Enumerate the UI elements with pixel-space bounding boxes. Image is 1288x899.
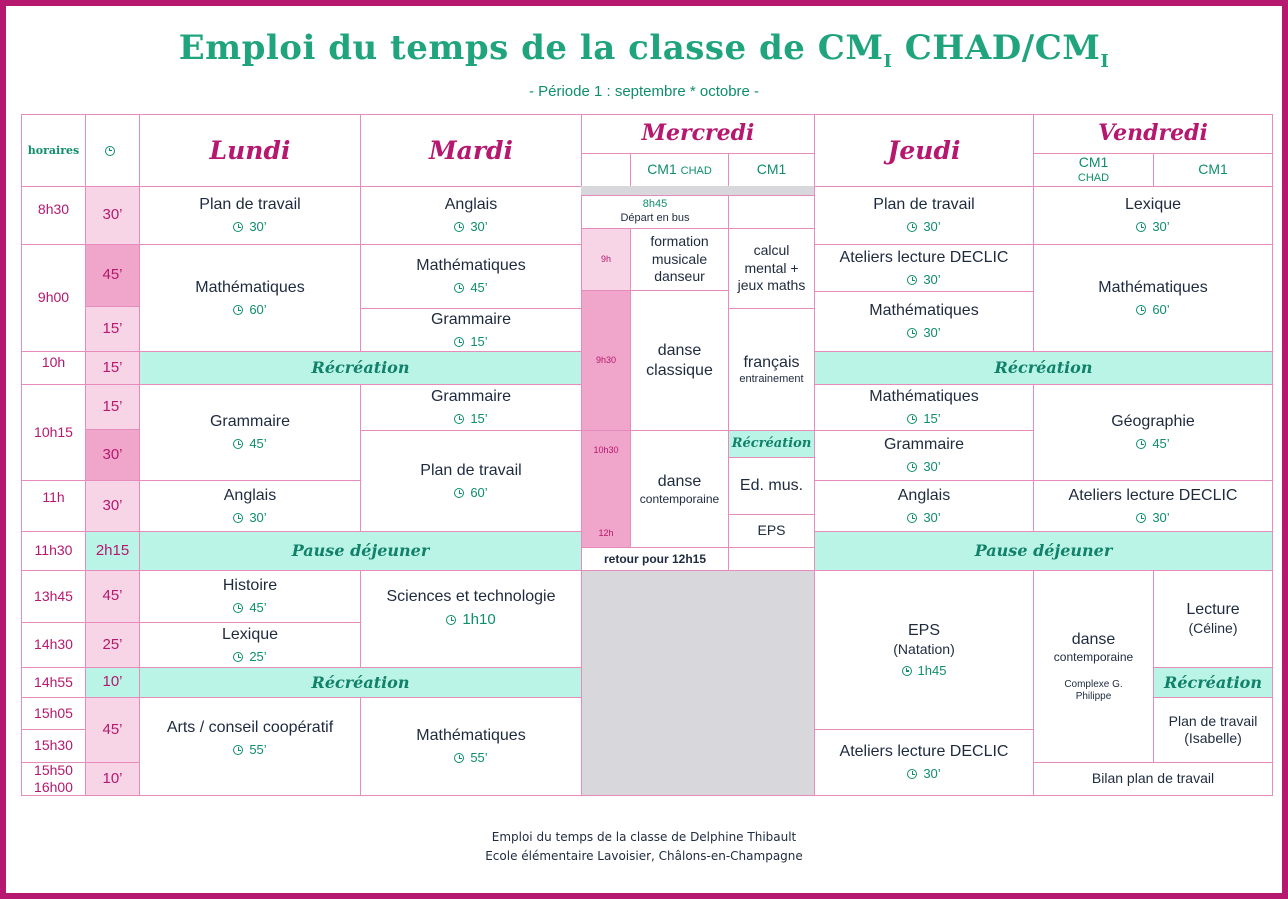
clock-icon: [907, 222, 917, 232]
lesson-cell: Lexique 30’: [1033, 186, 1273, 245]
clock-icon: [907, 513, 917, 523]
clock-icon: [1136, 513, 1146, 523]
clock-icon: [233, 745, 243, 755]
time-cell: 10h: [21, 351, 86, 385]
title-sub: I: [883, 50, 893, 72]
clock-icon: [907, 769, 917, 779]
clock-icon: [233, 513, 243, 523]
lesson-cell: Grammaire 15’: [360, 308, 582, 352]
recreation-bar: Récréation: [139, 667, 582, 698]
recreation-bar: Récréation: [814, 351, 1273, 385]
recreation-bar: Récréation: [139, 351, 582, 385]
time-cell: 14h55: [21, 667, 86, 698]
mercredi-retour: retour pour 12h15: [581, 547, 729, 571]
time-cell: 8h30: [21, 186, 86, 245]
header-horaires: horaires: [21, 114, 86, 187]
mercredi-empty: [728, 547, 815, 571]
time-cell: 14h30: [21, 622, 86, 668]
lesson-cell: Arts / conseil coopératif 55’: [139, 697, 361, 796]
duration-cell: 30’: [85, 429, 140, 481]
clock-icon: [902, 666, 912, 676]
title-text-2: CHAD/CM: [892, 28, 1101, 68]
duration-cell: 45’: [85, 570, 140, 623]
clock-icon: [105, 146, 115, 156]
clock-icon: [1136, 222, 1146, 232]
recreation-bar: Récréation: [1153, 667, 1273, 698]
clock-icon: [907, 275, 917, 285]
duration-cell: 30’: [85, 480, 140, 532]
duration-cell: 30’: [85, 186, 140, 245]
title-text: Emploi du temps de la classe de CM: [178, 28, 884, 68]
title-sub-2: I: [1100, 50, 1110, 72]
clock-icon: [907, 328, 917, 338]
lesson-cell: EPS (Natation) 1h45: [814, 570, 1034, 730]
time-cell: 9h00: [21, 244, 86, 352]
header-duration: [85, 114, 140, 187]
duration-cell: 15’: [85, 306, 140, 352]
lesson-cell: Grammaire 30’: [814, 430, 1034, 481]
lesson-cell: danse contemporaine Complexe G. Philippe: [1033, 570, 1154, 763]
time-cell: 11h30: [21, 531, 86, 571]
lesson-cell: Mathématiques 45’: [360, 244, 582, 309]
lesson-cell: Ateliers lecture DECLIC 30’: [814, 244, 1034, 292]
lesson-cell: formation musicale danseur: [630, 228, 729, 291]
lesson-cell: Sciences et technologie 1h10: [360, 570, 582, 668]
lesson-cell: EPS: [728, 514, 815, 548]
period-subtitle: - Période 1 : septembre * octobre -: [528, 83, 760, 100]
duration-cell: 15’: [85, 384, 140, 430]
lesson-cell: Plan de travail 30’: [814, 186, 1034, 245]
lesson-cell: français entrainement: [728, 308, 815, 431]
footer-line: Ecole élémentaire Lavoisier, Châlons-en-Champagne: [485, 849, 803, 864]
duration-cell: 10’: [85, 667, 140, 698]
header-mercredi-blank: [581, 153, 631, 187]
mercredi-empty: [728, 195, 815, 229]
clock-icon: [1136, 439, 1146, 449]
clock-icon: [446, 615, 456, 625]
lesson-cell: Mathématiques 15’: [814, 384, 1034, 431]
lesson-cell: Ateliers lecture DECLIC 30’: [1033, 480, 1273, 532]
header-mercredi-cm1: CM1: [728, 153, 815, 187]
clock-icon: [907, 414, 917, 424]
clock-icon: [233, 222, 243, 232]
time-cell: 11h: [21, 480, 86, 532]
time-cell: 15h30: [21, 729, 86, 763]
header-mercredi: Mercredi: [581, 114, 815, 154]
timetable-grid: [6, 6, 1282, 893]
lesson-cell: Ed. mus.: [728, 457, 815, 515]
header-vendredi-cm1: CM1: [1153, 153, 1273, 187]
lesson-cell: Anglais 30’: [814, 480, 1034, 532]
mercredi-bus-cell: 8h45 Départ en bus: [581, 195, 729, 229]
lesson-cell: Grammaire 15’: [360, 384, 582, 431]
lesson-cell: Bilan plan de travail: [1033, 762, 1273, 796]
clock-icon: [233, 603, 243, 613]
footer-line: Emploi du temps de la classe de Delphine Thibault: [491, 830, 797, 844]
lesson-cell: calcul mental + jeux maths: [728, 228, 815, 309]
clock-icon: [907, 462, 917, 472]
mercredi-time: 9h30: [581, 290, 631, 431]
duration-cell: 25’: [85, 622, 140, 668]
clock-icon: [454, 414, 464, 424]
time-cell: 10h15: [21, 384, 86, 481]
lesson-cell: Plan de travail 30’: [139, 186, 361, 245]
recreation-bar: Récréation: [728, 430, 815, 458]
mercredi-time: 10h30 12h: [581, 430, 631, 548]
mercredi-afternoon-off: [581, 570, 815, 796]
lesson-cell: Lecture (Céline): [1153, 570, 1273, 668]
clock-icon: [454, 337, 464, 347]
clock-icon: [1136, 305, 1146, 315]
clock-icon: [233, 305, 243, 315]
clock-icon: [454, 222, 464, 232]
lesson-cell: danse contemporaine: [630, 430, 729, 548]
lunch-bar: Pause déjeuner: [814, 531, 1273, 571]
time-cell: 15h05: [21, 697, 86, 730]
header-lundi: Lundi: [139, 114, 361, 187]
lesson-cell: Grammaire 45’: [139, 384, 361, 481]
lunch-bar: Pause déjeuner: [139, 531, 582, 571]
time-cell: 15h50 16h00: [21, 762, 86, 796]
header-jeudi: Jeudi: [814, 114, 1034, 187]
duration-cell: 45’: [85, 244, 140, 307]
lesson-cell: Plan de travail (Isabelle): [1153, 697, 1273, 763]
lesson-cell: Histoire 45’: [139, 570, 361, 623]
header-vendredi: Vendredi: [1033, 114, 1273, 154]
footer: [6, 828, 1282, 866]
clock-icon: [454, 753, 464, 763]
lesson-cell: Mathématiques 30’: [814, 291, 1034, 352]
lesson-cell: Anglais 30’: [139, 480, 361, 532]
lesson-cell: Mathématiques 55’: [360, 697, 582, 796]
clock-icon: [454, 488, 464, 498]
clock-icon: [454, 283, 464, 293]
lesson-cell: Lexique 25’: [139, 622, 361, 668]
lesson-cell: Mathématiques 60’: [1033, 244, 1273, 352]
clock-icon: [233, 439, 243, 449]
header-vendredi-cm1chad: CM1 CHAD: [1033, 153, 1154, 187]
clock-icon: [233, 652, 243, 662]
duration-cell: 45’: [85, 697, 140, 763]
lesson-cell: Plan de travail 60’: [360, 430, 582, 532]
lesson-cell: Anglais 30’: [360, 186, 582, 245]
lesson-cell: Géographie 45’: [1033, 384, 1273, 481]
lesson-cell: danse classique: [630, 290, 729, 431]
header-mardi: Mardi: [360, 114, 582, 187]
time-cell: 13h45: [21, 570, 86, 623]
mercredi-time: 9h: [581, 228, 631, 291]
lesson-cell: Ateliers lecture DECLIC 30’: [814, 729, 1034, 796]
lesson-cell: Mathématiques 60’: [139, 244, 361, 352]
duration-cell: 2h15: [85, 531, 140, 571]
duration-cell: 15’: [85, 351, 140, 385]
header-mercredi-cm1chad: CM1 CHAD: [630, 153, 729, 187]
duration-cell: 10’: [85, 762, 140, 796]
